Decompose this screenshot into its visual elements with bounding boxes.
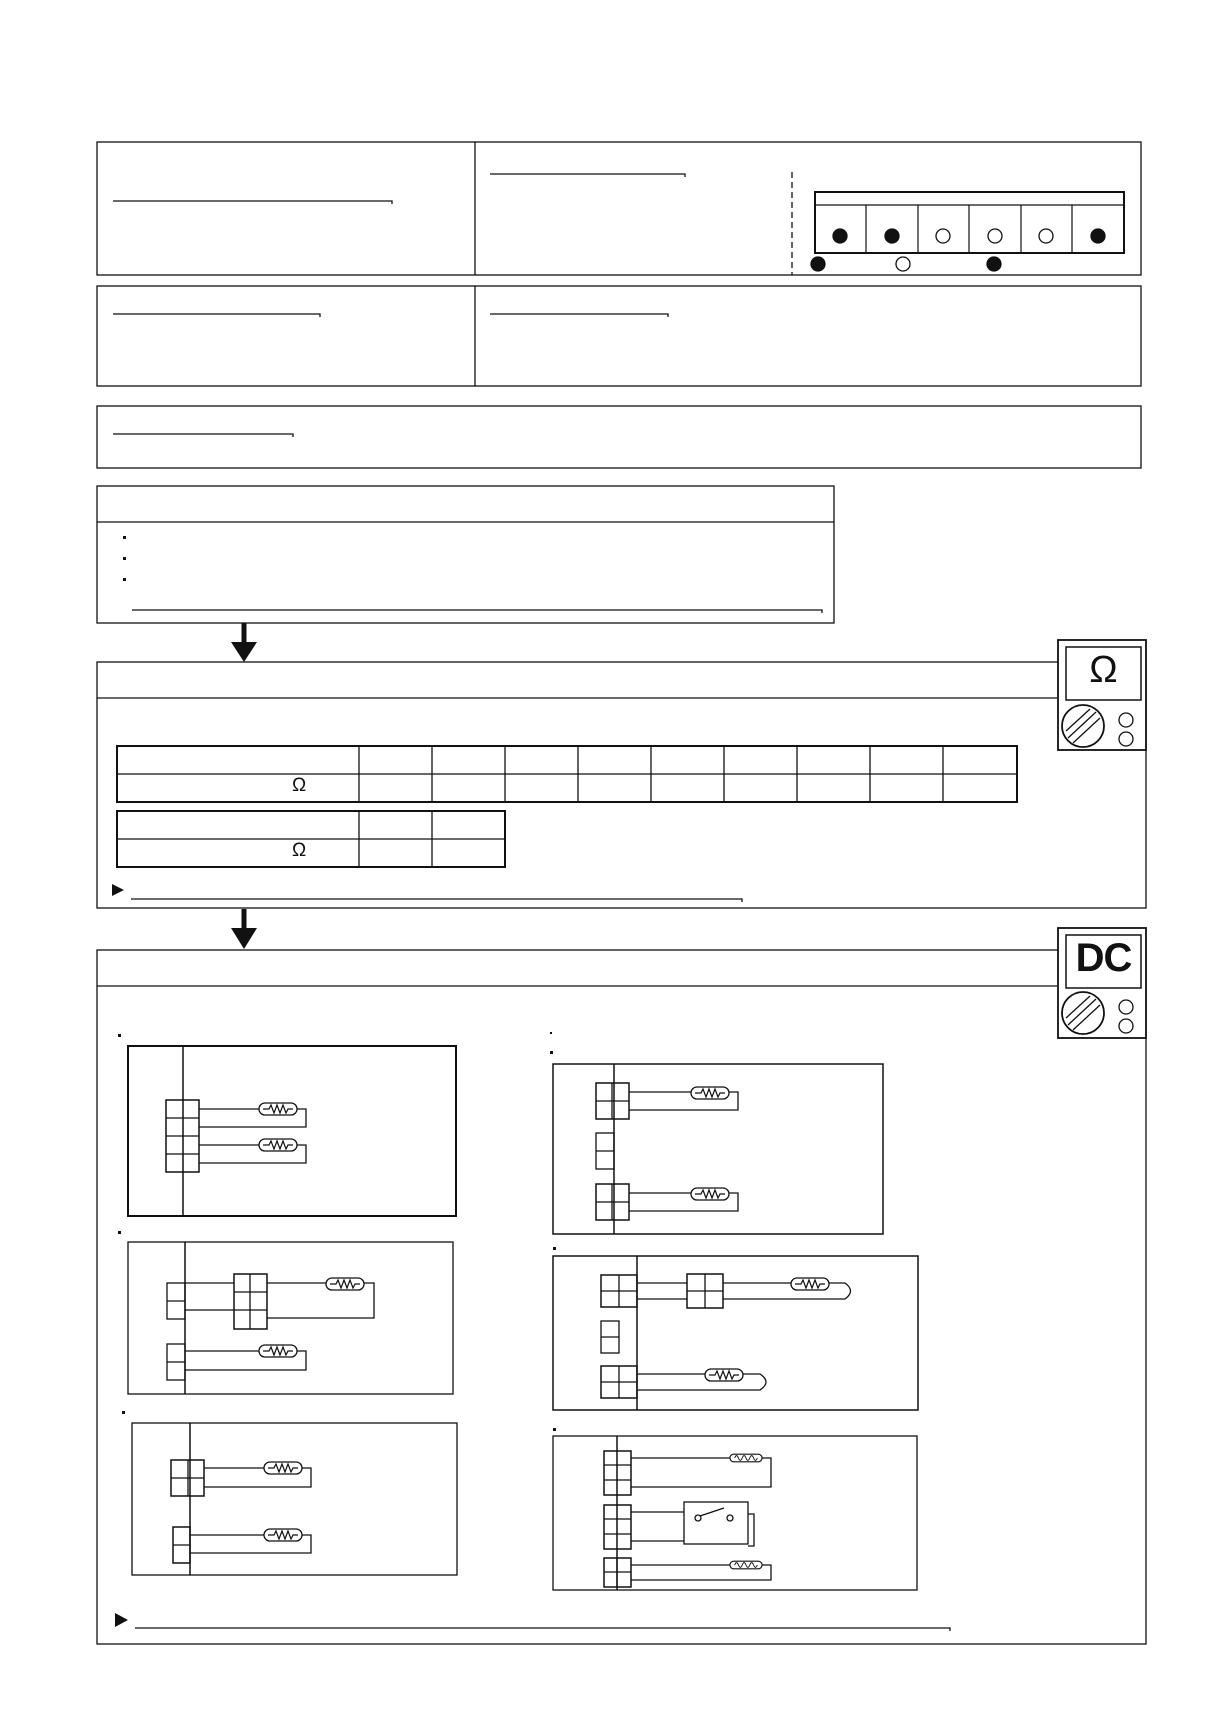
indicator-dot-open [988, 229, 1002, 243]
indicator-legend [811, 257, 1001, 271]
wiring-diagram-b [128, 1242, 453, 1394]
resistance-table-2 [117, 811, 505, 867]
sensor-icon [691, 1087, 729, 1099]
indicator-table [815, 192, 1124, 253]
ohmmeter-display: Ω [1089, 649, 1118, 691]
indicator-dot-filled [1091, 229, 1105, 243]
voltage-step-box [97, 950, 1146, 1644]
note-marker-1 [112, 884, 742, 902]
flow-arrow [231, 623, 257, 662]
indicator-dot-filled [885, 229, 899, 243]
heater-icon [730, 1561, 762, 1569]
note-marker-2 [115, 1613, 950, 1631]
sensor-icon [259, 1139, 297, 1151]
resistance-step-box [97, 662, 1146, 908]
ohm-unit-label: Ω [292, 775, 307, 796]
legend-dot-open [896, 257, 910, 271]
legend-dot-filled [987, 257, 1001, 271]
sensor-icon [326, 1278, 364, 1290]
indicator-dot-filled [833, 229, 847, 243]
wiring-diagram-e [553, 1256, 918, 1410]
checklist-bullets [123, 536, 126, 581]
wiring-diagram-a [128, 1046, 456, 1216]
legend-dot-filled [811, 257, 825, 271]
checklist-box [97, 486, 834, 623]
resistance-table-1 [117, 746, 1017, 802]
sensor-icon [259, 1103, 297, 1115]
sensor-icon [264, 1529, 302, 1541]
sensor-icon [259, 1345, 297, 1357]
indicator-dot-open [936, 229, 950, 243]
section-header-box [97, 142, 1141, 275]
section-three-box [97, 406, 1141, 468]
wiring-diagram-c [132, 1423, 457, 1575]
dc-meter-display: DC [1075, 936, 1132, 980]
sensor-icon [691, 1188, 729, 1200]
flow-arrow [231, 909, 257, 949]
indicator-dot-open [1039, 229, 1053, 243]
sensor-icon [264, 1462, 302, 1474]
sensor-icon [705, 1369, 743, 1381]
section-two-box [97, 286, 1141, 386]
heater-icon [730, 1454, 762, 1462]
sensor-icon [791, 1278, 829, 1290]
ohm-unit-label: Ω [292, 840, 307, 861]
